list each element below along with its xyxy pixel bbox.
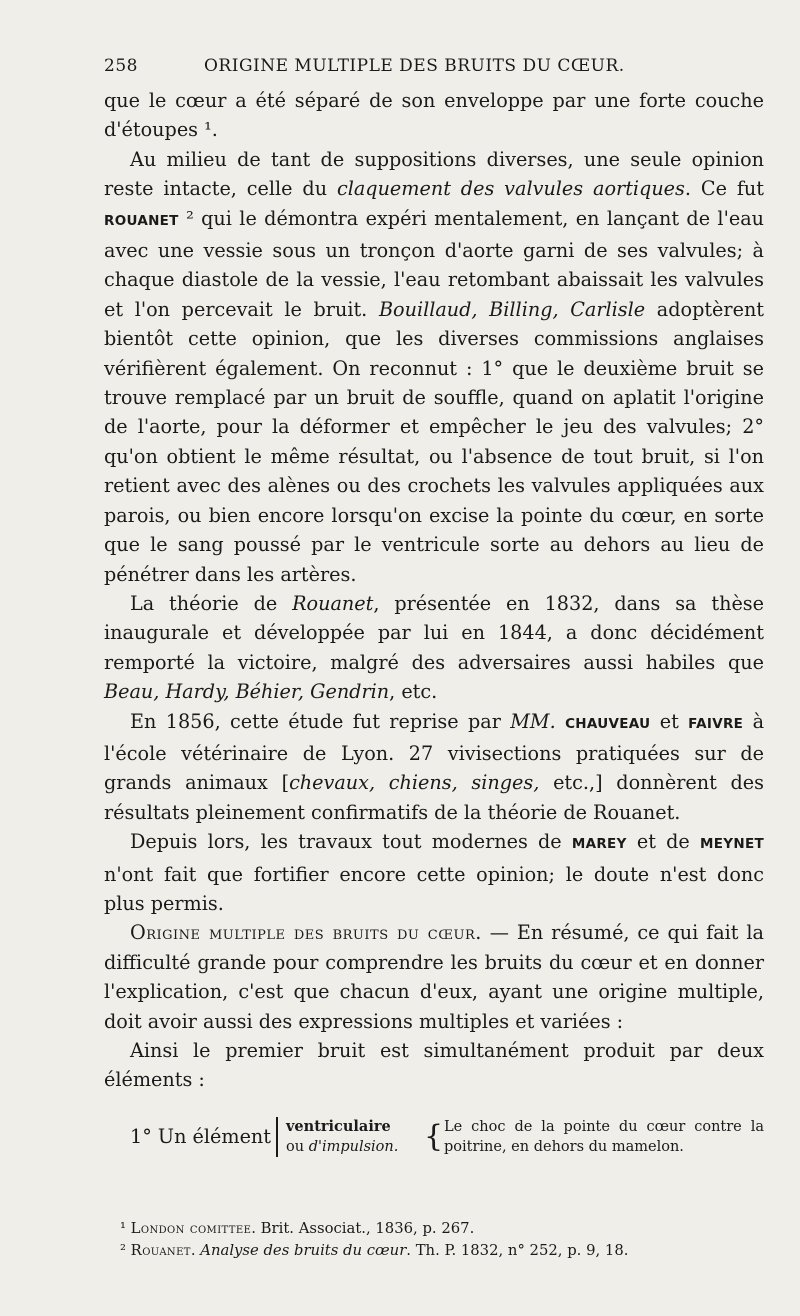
p4-italic-1: MM. [510,709,556,733]
p3-text-c: , etc. [389,680,438,704]
p3-text-a: La théorie de [130,591,293,615]
p6-text-a: — En résumé, ce qui fait la difficulté grande pour comprendre les bruits du cœur et en donner l'explication, c'est que chacun d'eux, ayant une origine multiple, doit avoir aussi des expressions multiples et variées : [104,921,764,1033]
p3-text-b: , présentée en 1832, dans sa thèse inaugurale et développée par lui en 1844, a donc décidément remporté la victoire, malgré des adversaires aussi habiles que [104,591,764,674]
paragraph-3 [104,589,764,707]
footnote-2 [120,1240,770,1262]
footnote-2-title: Analyse des bruits du cœur [200,1242,407,1259]
footnote-1-mark: ¹ [120,1220,126,1237]
running-title: ORIGINE MULTIPLE DES BRUITS DU CŒUR. [204,56,625,76]
author-marey: MAREY [571,836,627,853]
running-header [104,56,764,86]
p4-text-a: En 1856, cette étude fut reprise par [130,709,511,733]
paragraph-2 [104,145,764,589]
table-brace: { [424,1118,444,1154]
author-rouanet: ROUANET [104,212,179,229]
p3-italic-2: Beau, Hardy, Béhier, Gendrin [104,680,390,704]
paragraph-7 [104,1036,764,1095]
p5-text-b: et de [626,830,701,854]
footnote-2-dot: . [190,1242,201,1259]
p4-text-b: et [650,709,689,733]
table-label: 1° Un élément [130,1125,271,1149]
p4-text-d: etc.,] donnèrent des résultats pleinement confirmatifs de la théorie de Rouanet. [104,771,765,824]
table-col-1-prefix: ou [286,1138,309,1155]
element-table [130,1117,764,1157]
body-text [104,86,764,1095]
table-col-2: Le choc de la pointe du cœur contre la poitrine, en dehors du mamelon. [444,1118,764,1155]
author-meynet: MEYNET [700,836,764,853]
footnote-1 [120,1218,770,1240]
p2-text-d: adoptèrent bientôt cette opinion, que les diverses commissions anglaises vérifièrent également. On reconnut : 1° que le deuxième bruit se trouve remplacé par un bruit de souffle, quand on aplatit l'origine de l'aorte, pour la déformer et empêcher le jeu des valvules; 2° qu'on obtient le même résultat, ou l'absence de tout bruit, si l'on retient avec des alènes ou des crochets les valvules appliquées aux parois, ou bien encore lorsqu'on excise la pointe du cœur, en sorte que le sang poussé par le ventricule sorte au dehors au lieu de pénétrer dans les artères. [104,297,765,586]
footnotes [120,1218,770,1262]
footnote-2-mark: ² [120,1242,126,1259]
p2-text-b: . Ce fut [684,177,764,201]
p5-text-a: Depuis lors, les travaux tout modernes de [130,830,572,854]
table-col-1 [286,1117,424,1157]
p4-italic-2: chevaux, chiens, singes, [289,771,540,795]
section-heading: Origine multiple des bruits du cœur. [130,921,482,945]
page [104,56,764,1157]
paragraph-4 [104,707,764,828]
paragraph-5 [104,827,764,918]
table-col-1-bold: ventriculaire [286,1117,391,1135]
paragraph-6 [104,918,764,1036]
table-divider [276,1117,278,1157]
footnote-1-source: London comittee [130,1220,252,1237]
p3-italic-1: Rouanet [292,591,374,615]
page-number: 258 [104,56,138,76]
p5-text-c: n'ont fait que fortifier encore cette opinion; le doute n'est donc plus permis. [104,862,764,915]
p2-text-c: ² qui le démontra expéri mentalement, en lançant de l'eau avec une vessie sous un tronçon d'aorte garni de ses valvules; à chaque diastole de la vessie, l'eau retombant abaissait les valvules et l'on percevait le bruit. [104,206,764,321]
paragraph-1-text: que le cœur a été séparé de son enveloppe par une forte couche d'étoupes ¹. [104,89,764,142]
footnote-2-author: Rouanet [130,1242,191,1259]
p7-text: Ainsi le premier bruit est simultanément produit par deux éléments : [104,1039,764,1092]
p4-text-c: à l'école vétérinaire de Lyon. 27 vivisections pratiquées sur de grands animaux [ [104,709,765,795]
p2-text-a: Au milieu de tant de suppositions diverses, une seule opinion reste intacte, celle du [104,147,764,201]
footnote-2-text: . Th. P. 1832, n° 252, p. 9, 18. [406,1242,629,1259]
paragraph-1 [104,86,764,145]
p2-italic-1: claquement des valvules aortiques [336,177,685,201]
table-col-1-italic: d'impulsion. [308,1138,399,1155]
author-faivre: FAIVRE [688,715,744,732]
footnote-1-text: . Brit. Associat., 1836, p. 267. [251,1220,475,1237]
p2-italic-2: Bouillaud, Billing, Carlisle [378,297,646,321]
author-chauveau: CHAUVEAU [565,715,651,732]
